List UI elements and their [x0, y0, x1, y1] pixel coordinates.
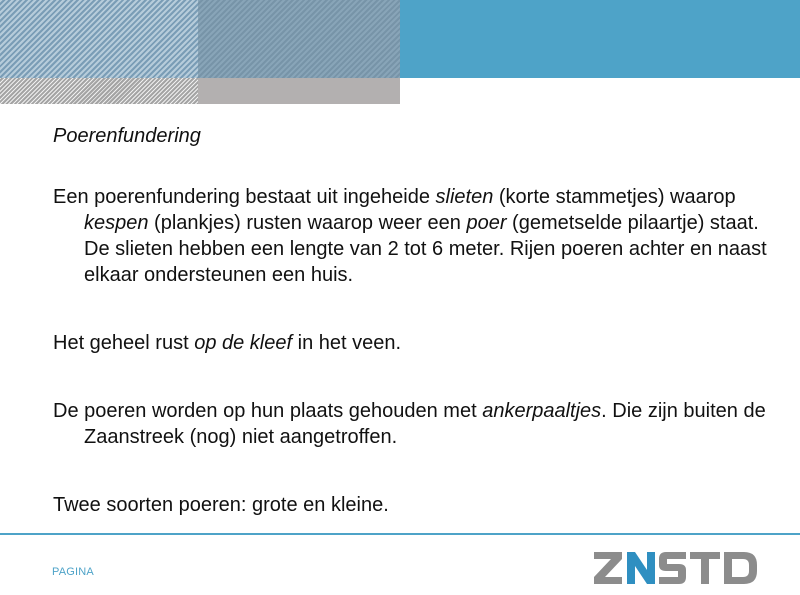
znstd-logo [592, 548, 760, 588]
text-run: in het veen. [292, 332, 402, 354]
header-blue-block [400, 0, 800, 78]
header-grey-strip [198, 78, 400, 104]
header-texture-strip [0, 78, 198, 104]
text-run: Twee soorten poeren: grote en kleine. [53, 494, 389, 516]
header-texture-block [0, 0, 198, 78]
paragraph-kleef [53, 330, 773, 356]
text-run: Het geheel rust [53, 332, 195, 354]
text-run: De poeren worden op hun plaats gehouden met [53, 400, 483, 422]
term-kespen: kespen [84, 212, 149, 234]
text-run: (gemetselde pilaartje) staat. De slieten hebben een lengte van 2 tot 6 meter. Rijen poeren achter en naast elkaar ondersteunen een huis. [84, 212, 767, 286]
header-banner [0, 0, 800, 104]
text-run: (korte stammetjes) waarop [493, 186, 736, 208]
text-run: Een poerenfundering bestaat uit ingeheide [53, 186, 436, 208]
text-run: (plankjes) rusten waarop weer een [148, 212, 467, 234]
footer-divider [0, 533, 800, 535]
term-poer: poer [466, 212, 507, 234]
paragraph-soorten [53, 492, 773, 518]
slide-title: Poerenfundering [53, 125, 201, 147]
slide-body [53, 184, 773, 518]
text-run: . Die zijn buiten de Zaanstreek (nog) niet aangetroffen. [84, 400, 766, 448]
paragraph-poerenfundering [53, 184, 773, 288]
term-slieten: slieten [435, 186, 494, 208]
page-label: PAGINA [52, 566, 94, 578]
term-ankerpaaltjes: ankerpaaltjes [482, 400, 602, 422]
header-mid-block [198, 0, 400, 78]
term-op-de-kleef: op de kleef [194, 332, 293, 354]
paragraph-ankerpaaltjes [53, 398, 773, 450]
